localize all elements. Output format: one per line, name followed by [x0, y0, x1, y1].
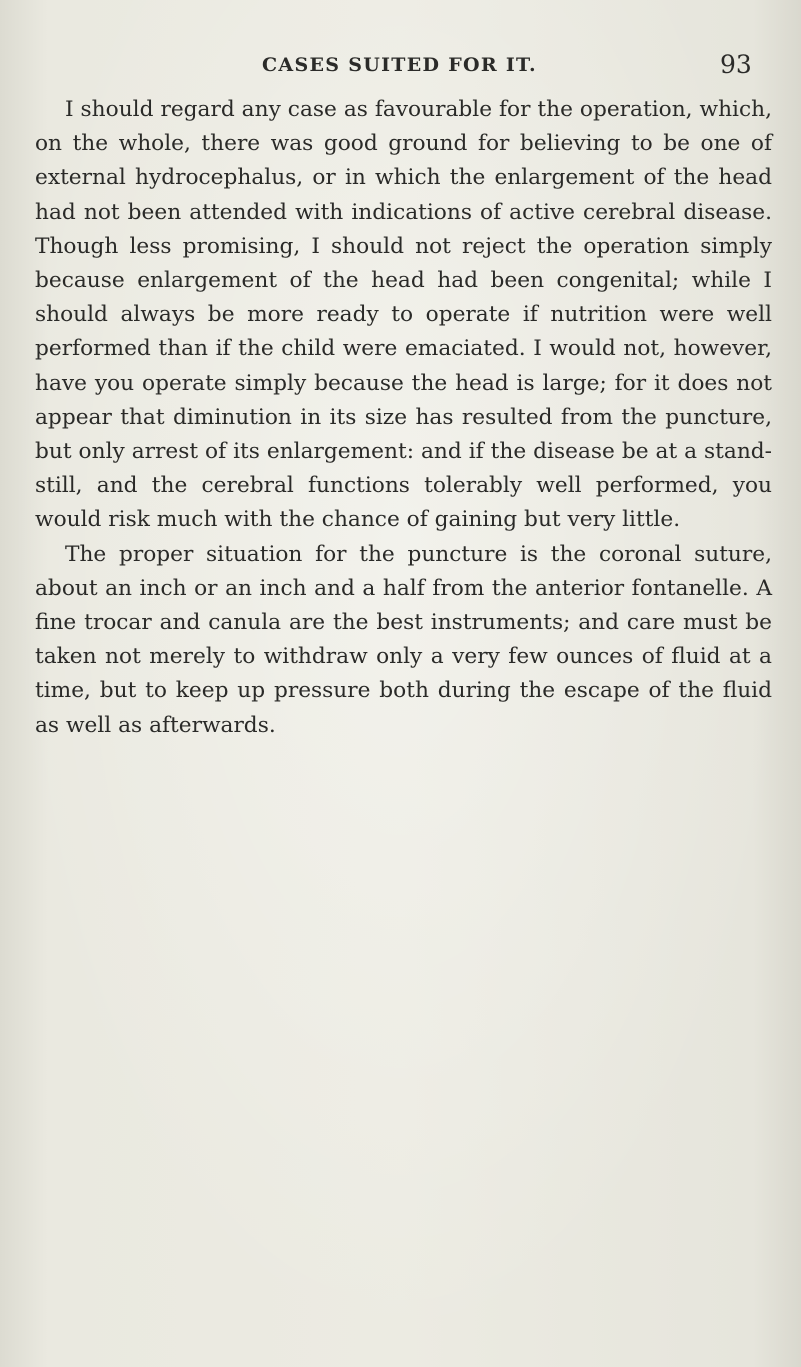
running-head — [0, 50, 801, 90]
running-title: CASES SUITED FOR IT. — [262, 54, 537, 76]
page-number: 93 — [720, 50, 752, 79]
paragraph-2: The proper situation for the puncture is the coronal suture, about an inch or an inch and a half from the anterior fontanelle. A fine trocar and canula are the best instruments; and care must be taken not merely to withdraw only a very few ounces of fluid at a time, but to keep up pressure both during the escape of the fluid as well as afterwards. — [35, 541, 772, 738]
body-text — [35, 93, 772, 743]
paragraph-1: I should regard any case as favourable for the operation, which, on the whole, there was good ground for believing to be one of external hydrocephalus, or in which the enlargement of the head had not been attended with indications of active cerebral disease. Though less promising, I should not reject the operation simply because enlargement of the head had been congenital; while I should always be more ready to operate if nutrition were well performed than if the child were emaciated. I would not, however, have you operate simply because the head is large; for it does not appear that diminution in its size has resulted from the puncture, but only arrest of its enlargement: and if the disease be at a stand-still, and the cerebral functions tolerably well performed, you would risk much with the chance of gaining but very little. — [35, 97, 772, 533]
